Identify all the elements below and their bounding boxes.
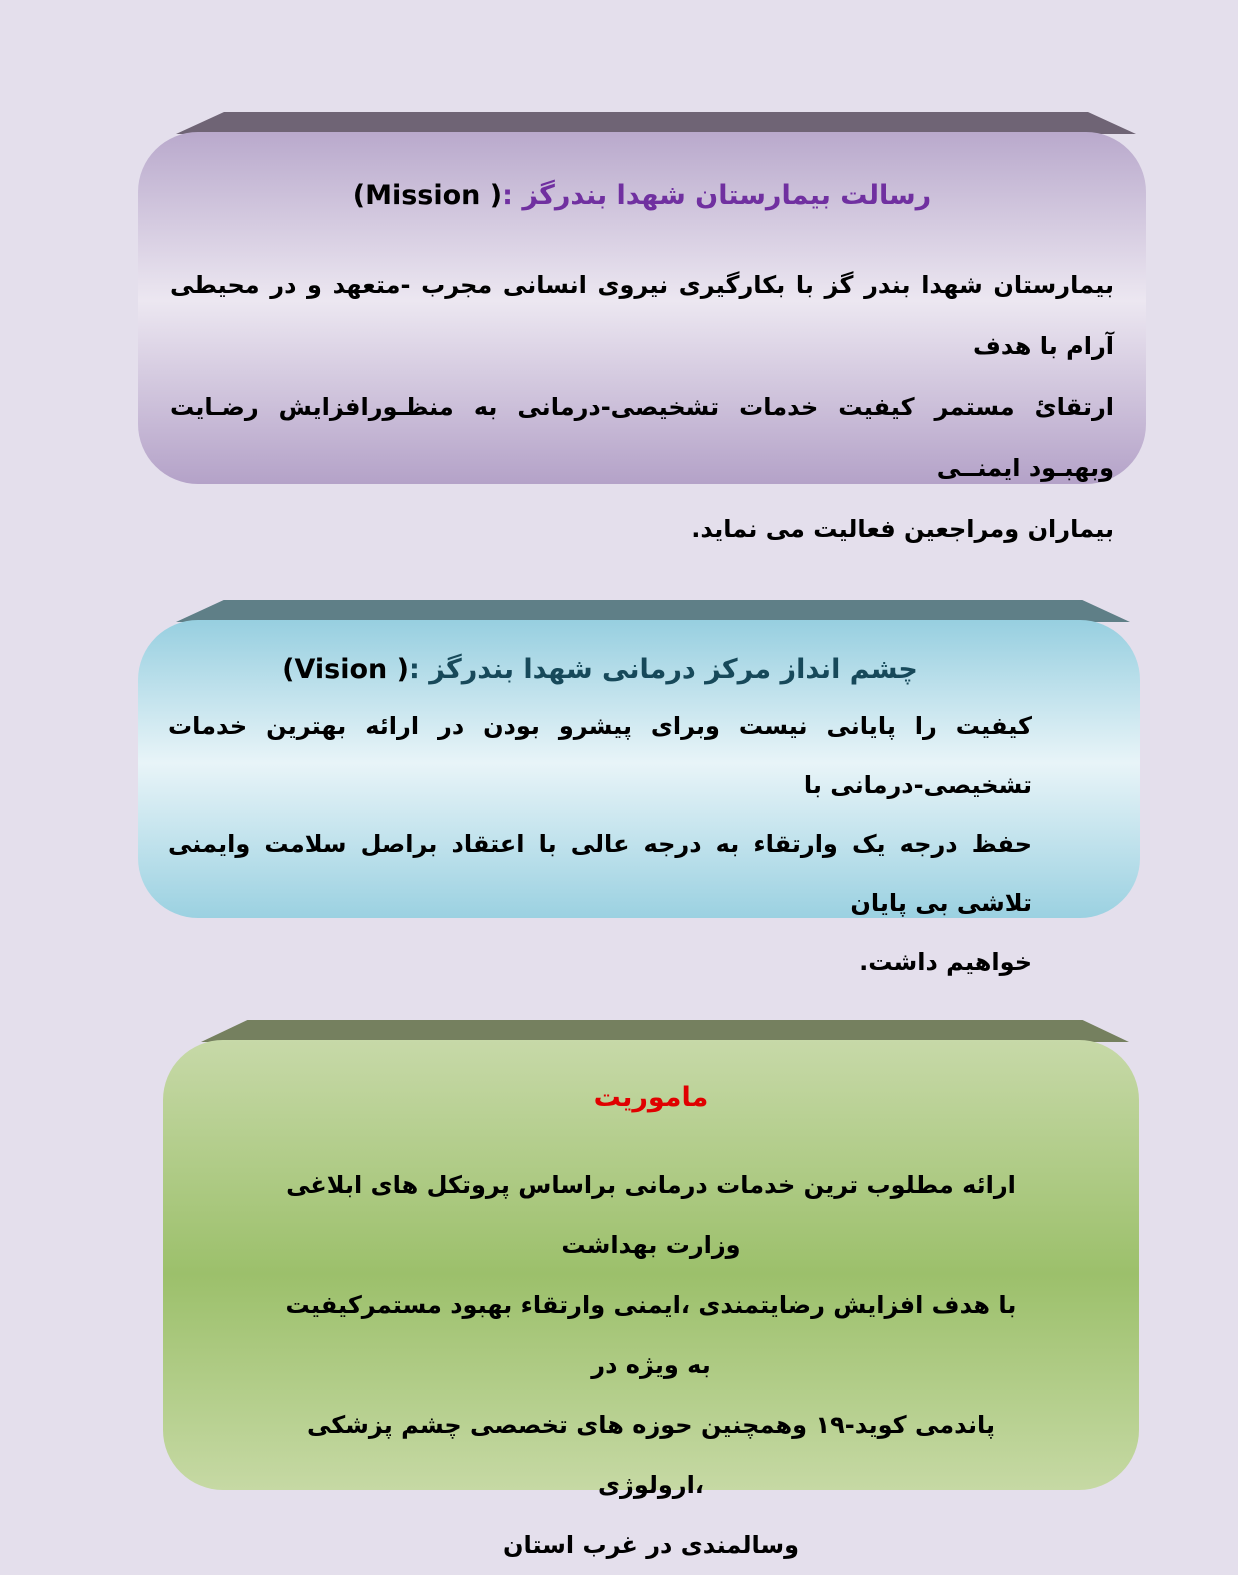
mission-title [170, 180, 1114, 211]
mission-title-en: (Mission ) [352, 180, 503, 211]
mission-card-panel [138, 132, 1146, 543]
mamooriat-line-2: با هدف افزایش رضایتمندی ،ایمنی وارتقاء بهبود مستمرکیفیت به ویژه در [285, 1291, 1017, 1379]
mission-line-3: بیماران ومراجعین فعالیت می نماید. [691, 515, 1114, 543]
vision-title-en: (Vision ) [282, 654, 409, 685]
vision-title-fa: چشم انداز مرکز درمانی شهدا بندرگز : [409, 654, 918, 685]
mission-title-fa: رسالت بیمارستان شهدا بندرگز : [502, 180, 932, 211]
vision-card-panel [138, 620, 1140, 976]
vision-card-bevel [176, 600, 1130, 622]
mission-line-2: ارتقائ مستمر کیفیت خدمات تشخیصی-درمانی به منظـورافزایش رضـایت وبهبـود ایمنــی [170, 393, 1114, 482]
mission-card [138, 112, 1146, 543]
mamooriat-line-3: پاندمی کوید-۱۹ وهمچنین حوزه های تخصصی چشم پزشکی ،ارولوژی [307, 1411, 995, 1499]
mamooriat-title: ماموریت [593, 1082, 709, 1113]
vision-line-3: خواهیم داشت. [859, 948, 1032, 976]
vision-line-1: کیفیت را پایانی نیست وبرای پیشرو بودن در ارائه بهترین خدمات تشخیصی-درمانی با [168, 712, 1032, 799]
mamooriat-card-panel [163, 1040, 1139, 1559]
mamooriat-card-bevel [201, 1020, 1129, 1042]
mamooriat-card [163, 1020, 1139, 1559]
vision-title [168, 654, 1032, 685]
mission-line-1: بیمارستان شهدا بندر گز با بکارگیری نیروی انسانی مجرب -متعهد و در محیطی آرام با هدف [170, 271, 1114, 360]
vision-card [138, 600, 1140, 976]
mamooriat-line-4: وسالمندی در غرب استان [502, 1531, 800, 1559]
mission-card-bevel [176, 112, 1136, 134]
mamooriat-line-1: ارائه مطلوب ترین خدمات درمانی براساس پروتکل های ابلاغی وزارت بهداشت [286, 1171, 1016, 1259]
vision-line-2: حفظ درجه یک وارتقاء به درجه عالی با اعتقاد براصل سلامت وایمنی تلاشی بی پایان [168, 830, 1032, 917]
